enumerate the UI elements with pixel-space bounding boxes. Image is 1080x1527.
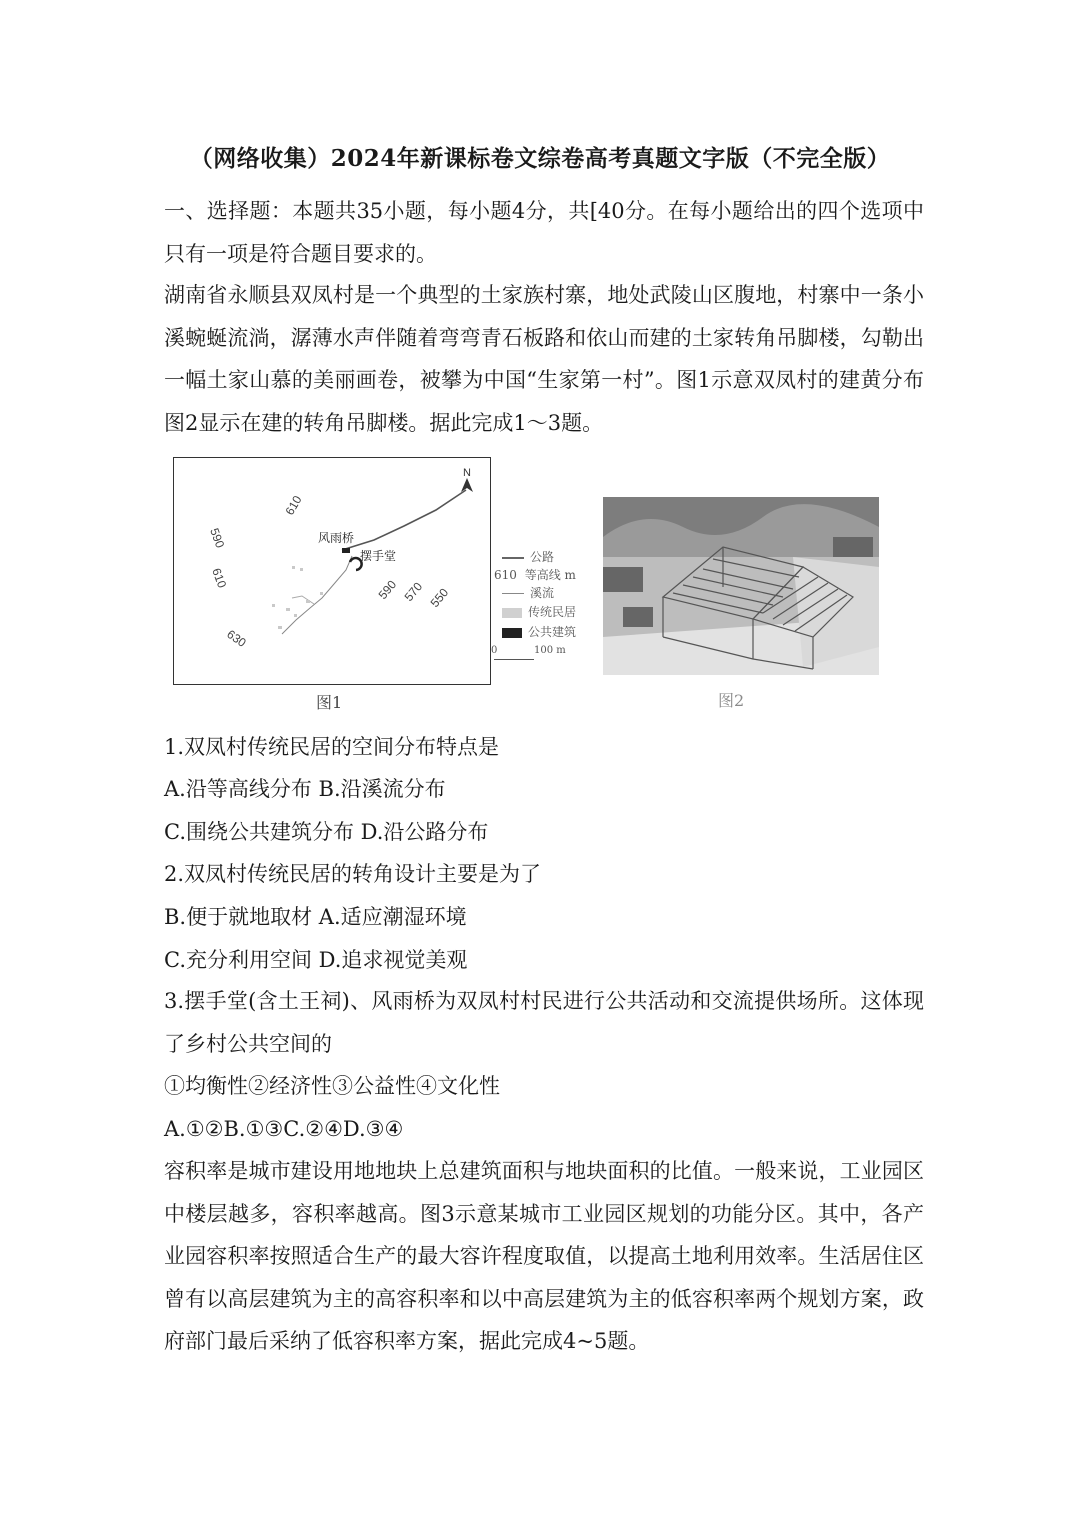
section-intro: 一、选择题：本题共35小题，每小题4分，共[40分。在每小题给出的四个选项中只有一项是符合题目要求的。 (164, 199, 924, 266)
legend-road: 公路 (494, 548, 554, 564)
contour-label: 570 (401, 579, 426, 604)
legend-public: 公共建筑 (494, 623, 576, 639)
legend-contour: 610 等高线 m (494, 568, 576, 582)
contour-label: 610 (282, 493, 305, 518)
public-building-marks (342, 548, 362, 570)
legend-dwelling: 传统民居 (494, 603, 576, 619)
contour-label: 610 (209, 566, 230, 590)
question-2-options-a: B.便于就地取材 A.适应潮湿环境 (164, 905, 467, 929)
stream-branch (292, 596, 314, 604)
place-fengyuqiao: 风雨桥 (318, 531, 355, 545)
road-symbol (502, 557, 524, 559)
question-2-stem: 2.双凤村传统民居的转角设计主要是为了 (164, 862, 542, 886)
public-symbol (502, 628, 522, 638)
exam-page: （网络收集）2024年新课标卷文综卷高考真题文字版（不完全版） 一、选择题：本题共35小题，每小题4分，共[40分。在每小题给出的四个选项中只有一项是符合题目要求的。 湖南省永顺县双凤村是一个典型的土家族村寨，地处武陵山区腹地，村寨中一条小溪蜿蜒流淌，潺薄水声伴随着弯弯青石板路和依山而建的土家转角吊脚楼，勾勒出一幅土家山慕的美丽画卷，被攀为中国“生家第一村”。图1示意双凤村的建黄分布图2显示在建的转角吊脚楼。据此完成1～3题。 N 590 610 610 590 570 550 630 风雨桥 摆手堂 公路 610 等高线 m 溪流 传统民居 公共建筑 0 100 m 图1 图2 1.双凤村传统民居的空间分布特点是 A.沿等高线分布 B.沿溪流分布 C.围绕公共建筑分布 D.沿公路分布 2.双凤村传统民居的转角设计主要是为了 B.便于就地取材 A.适应潮湿环境 C.充分利用空间 D.追求视觉美观 3.摆手堂(含土王祠)、风雨桥为双凤村村民进行公共活动和交流提供场所。这体现了乡村公共空间的 ①均衡性②经济性③公益性④文化性 A.①②B.①③C.②④D.③④ 容积率是城市建设用地地块上总建筑面积与地块面积的比值。一般来说，工业园区中楼层越多，容积率越高。图3示意某城市工业园区规划的功能分区。其中，各产业园容积率按照适合生产的最大容许程度取值，以提高土地利用效率。生活居住区曾有以高层建筑为主的高容积率和以中高层建筑为主的低容积率两个规划方案，政府部门最后采纳了低容积率方案，据此完成4~5题。 (0, 0, 1080, 1527)
figure2-caption: 图2 (718, 691, 745, 710)
north-label: N (463, 467, 471, 479)
question-1-options-b: C.围绕公共建筑分布 D.沿公路分布 (164, 820, 489, 844)
figure2-photo (603, 497, 879, 675)
dwelling-marks (272, 566, 323, 629)
stilted-house-image (603, 497, 879, 675)
contour-label: 590 (207, 526, 228, 550)
contour-label: 630 (224, 626, 249, 650)
question-3-stem: 3.摆手堂(含土王祠)、风雨桥为双凤村村民进行公共活动和交流提供场所。这体现了乡村公共空间的 (164, 989, 924, 1056)
legend-stream: 溪流 (494, 584, 554, 600)
map-drawing (174, 458, 490, 684)
passage-2: 容积率是城市建设用地地块上总建筑面积与地块面积的比值。一般来说，工业园区中楼层越多，容积率越高。图3示意某城市工业园区规划的功能分区。其中，各产业园容积率按照适合生产的最大容许程度取值，以提高土地利用效率。生活居住区曾有以高层建筑为主的高容积率和以中高层建筑为主的低容积率两个规划方案，政府部门最后采纳了低容积率方案，据此完成4~5题。 (164, 1159, 924, 1353)
question-3-items: ①均衡性②经济性③公益性④文化性 (164, 1074, 500, 1098)
question-1-options-a: A.沿等高线分布 B.沿溪流分布 (164, 777, 446, 801)
question-1-stem: 1.双凤村传统民居的空间分布特点是 (164, 735, 500, 759)
scale-bar (494, 659, 534, 660)
page-title: （网络收集）2024年新课标卷文综卷高考真题文字版（不完全版） (189, 145, 891, 172)
passage-1: 湖南省永顺县双凤村是一个典型的土家族村寨，地处武陵山区腹地，村寨中一条小溪蜿蜒流淌，潺薄水声伴随着弯弯青石板路和依山而建的土家转角吊脚楼，勾勒出一幅土家山慕的美丽画卷，被攀为中国“生家第一村”。图1示意双凤村的建黄分布图2显示在建的转角吊脚楼。据此完成1～3题。 (164, 283, 924, 435)
question-3-options: A.①②B.①③C.②④D.③④ (164, 1117, 404, 1141)
north-arrow-icon (461, 478, 473, 492)
figure1-map (173, 457, 491, 685)
question-2-options-b: C.充分利用空间 D.追求视觉美观 (164, 948, 468, 972)
contour-label: 550 (427, 585, 452, 610)
place-baishoutang: 摆手堂 (360, 549, 397, 563)
dwelling-symbol (502, 608, 522, 618)
contour-label: 590 (375, 577, 400, 602)
stream-symbol (502, 593, 524, 594)
figure1-caption: 图1 (316, 693, 343, 712)
road-line (342, 490, 466, 550)
